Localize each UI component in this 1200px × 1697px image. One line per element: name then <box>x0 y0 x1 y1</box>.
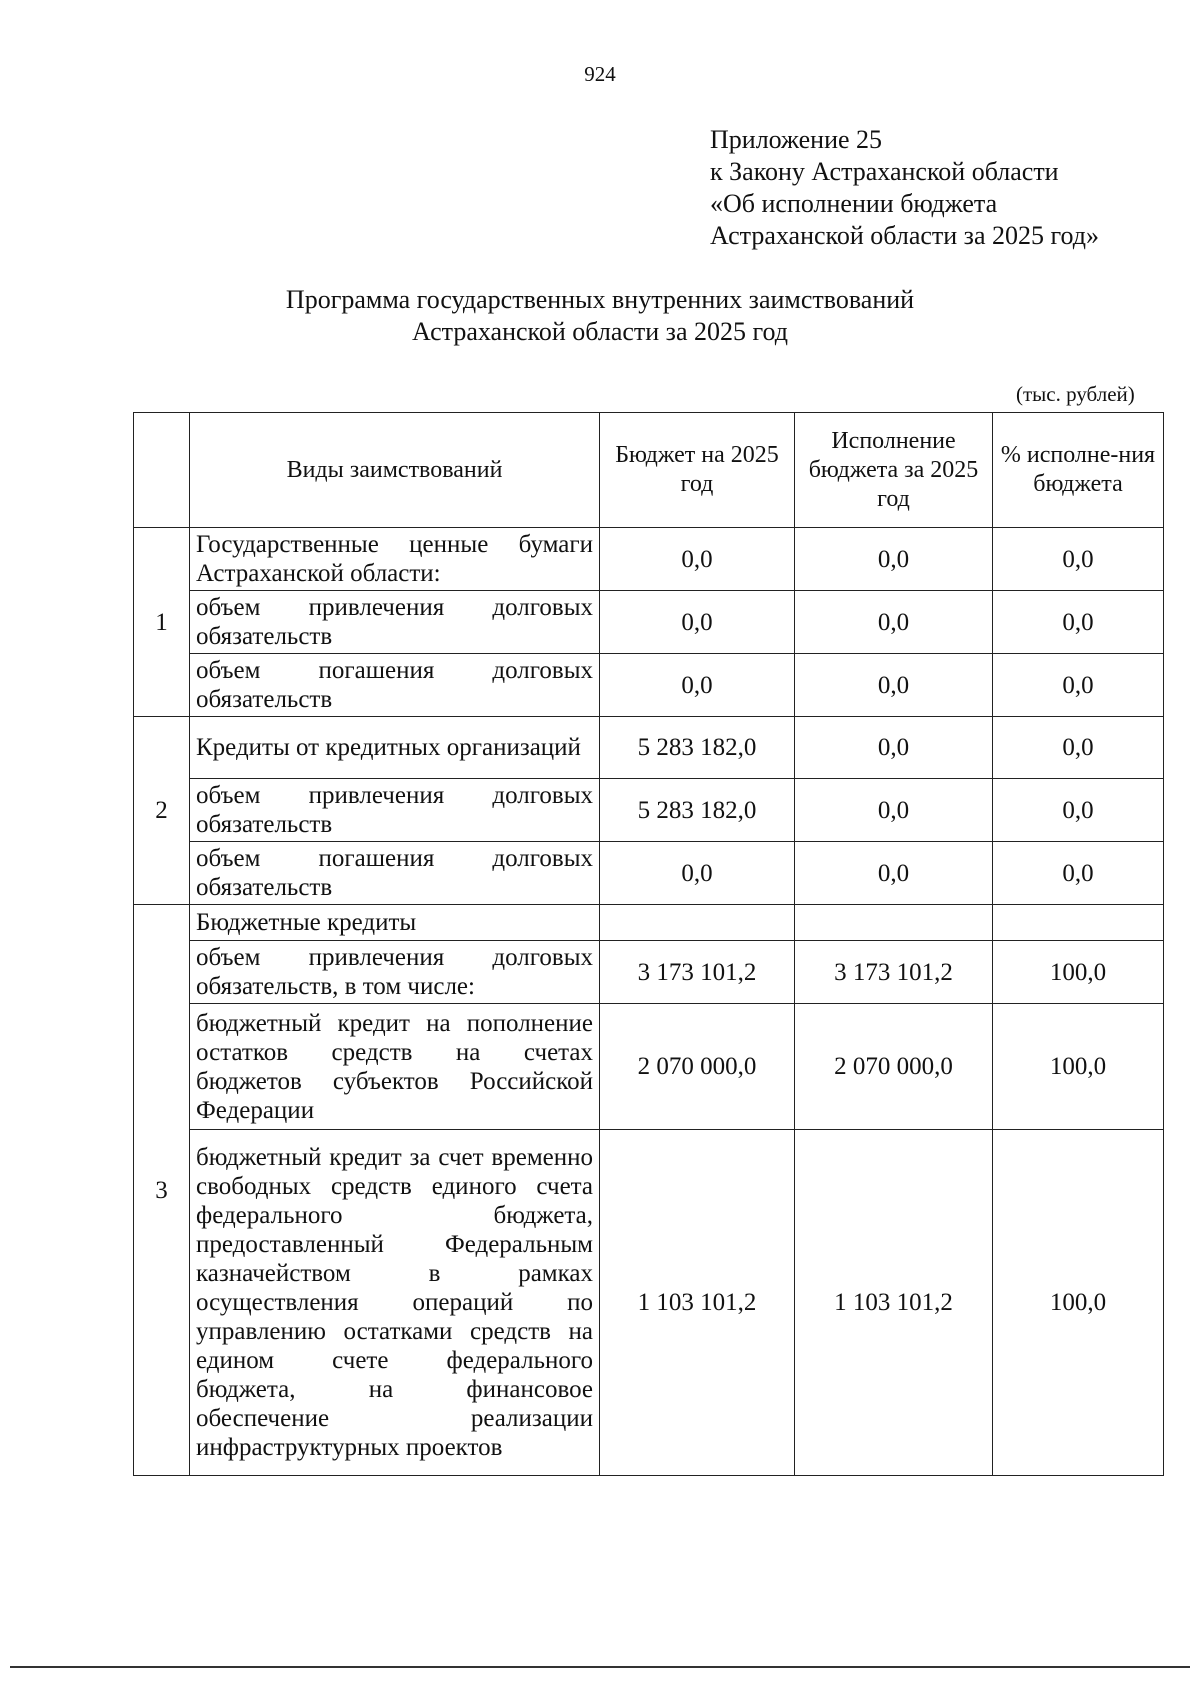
page-number: 924 <box>584 62 616 86</box>
budget-cell: 0,0 <box>600 591 795 654</box>
header-borrowing-type: Виды заимствований <box>190 413 600 528</box>
header-budget: Бюджет на 2025 год <box>600 413 795 528</box>
document-title <box>0 284 1200 348</box>
execution-cell: 0,0 <box>795 779 993 842</box>
section-number: 3 <box>134 905 190 1476</box>
execution-cell <box>795 905 993 941</box>
percent-cell: 100,0 <box>993 941 1164 1004</box>
footer-divider <box>10 1666 1190 1668</box>
execution-cell: 0,0 <box>795 654 993 717</box>
borrowing-type-cell: объем привлечения долговых обязательств, в том числе: <box>190 941 600 1004</box>
execution-cell: 1 103 101,2 <box>795 1130 993 1476</box>
budget-cell: 5 283 182,0 <box>600 779 795 842</box>
percent-cell: 100,0 <box>993 1004 1164 1130</box>
percent-cell <box>993 905 1164 941</box>
table-row <box>134 1130 1164 1476</box>
budget-cell <box>600 905 795 941</box>
appendix-line: к Закону Астраханской области <box>710 157 1059 186</box>
borrowing-type-cell: Кредиты от кредитных организаций <box>190 717 600 779</box>
percent-cell: 0,0 <box>993 528 1164 591</box>
table-row <box>134 842 1164 905</box>
percent-cell: 0,0 <box>993 717 1164 779</box>
appendix-reference <box>710 124 1170 252</box>
table-row <box>134 591 1164 654</box>
percent-cell: 100,0 <box>993 1130 1164 1476</box>
header-execution: Исполнение бюджета за 2025 год <box>795 413 993 528</box>
section-number: 1 <box>134 528 190 717</box>
borrowing-type-cell: объем привлечения долговых обязательств <box>190 779 600 842</box>
borrowing-type-cell: бюджетный кредит за счет временно свободных средств единого счета федерального бюджета, предоставленный Федеральным казначейством в рамках осуществления операций по управлению остатками средств на едином счете федерального бюджета, на финансовое обеспечение реализации инфраструктурных проектов <box>190 1130 600 1476</box>
title-line: Программа государственных внутренних заимствований <box>285 285 915 314</box>
execution-cell: 3 173 101,2 <box>795 941 993 1004</box>
table-row <box>134 779 1164 842</box>
table-row <box>134 654 1164 717</box>
appendix-line: Приложение 25 <box>710 125 883 154</box>
budget-cell: 0,0 <box>600 654 795 717</box>
execution-cell: 0,0 <box>795 842 993 905</box>
header-percent: % исполне-ния бюджета <box>993 413 1164 528</box>
borrowing-type-cell: бюджетный кредит на пополнение остатков средств на счетах бюджетов субъектов Российской Федерации <box>190 1004 600 1130</box>
percent-cell: 0,0 <box>993 591 1164 654</box>
budget-cell: 0,0 <box>600 528 795 591</box>
budget-cell: 3 173 101,2 <box>600 941 795 1004</box>
percent-cell: 0,0 <box>993 654 1164 717</box>
borrowings-table <box>133 412 1164 1476</box>
execution-cell: 0,0 <box>795 717 993 779</box>
table-row <box>134 528 1164 591</box>
appendix-line: «Об исполнении бюджета <box>710 189 998 218</box>
borrowing-type-cell: Бюджетные кредиты <box>190 905 600 941</box>
table-header-row <box>134 413 1164 528</box>
budget-cell: 1 103 101,2 <box>600 1130 795 1476</box>
header-number <box>134 413 190 528</box>
borrowing-type-cell: объем погашения долговых обязательств <box>190 842 600 905</box>
table-row <box>134 905 1164 941</box>
percent-cell: 0,0 <box>993 779 1164 842</box>
borrowing-type-cell: объем привлечения долговых обязательств <box>190 591 600 654</box>
section-number: 2 <box>134 717 190 905</box>
budget-cell: 5 283 182,0 <box>600 717 795 779</box>
execution-cell: 2 070 000,0 <box>795 1004 993 1130</box>
borrowing-type-cell: Государственные ценные бумаги Астраханской области: <box>190 528 600 591</box>
title-line: Астраханской области за 2025 год <box>412 317 788 346</box>
budget-cell: 0,0 <box>600 842 795 905</box>
borrowing-type-cell: объем погашения долговых обязательств <box>190 654 600 717</box>
table-row <box>134 717 1164 779</box>
execution-cell: 0,0 <box>795 591 993 654</box>
budget-cell: 2 070 000,0 <box>600 1004 795 1130</box>
table-row <box>134 941 1164 1004</box>
execution-cell: 0,0 <box>795 528 993 591</box>
percent-cell: 0,0 <box>993 842 1164 905</box>
units-note: (тыс. рублей) <box>1016 382 1135 406</box>
appendix-line: Астраханской области за 2025 год» <box>710 221 1099 250</box>
table-row <box>134 1004 1164 1130</box>
